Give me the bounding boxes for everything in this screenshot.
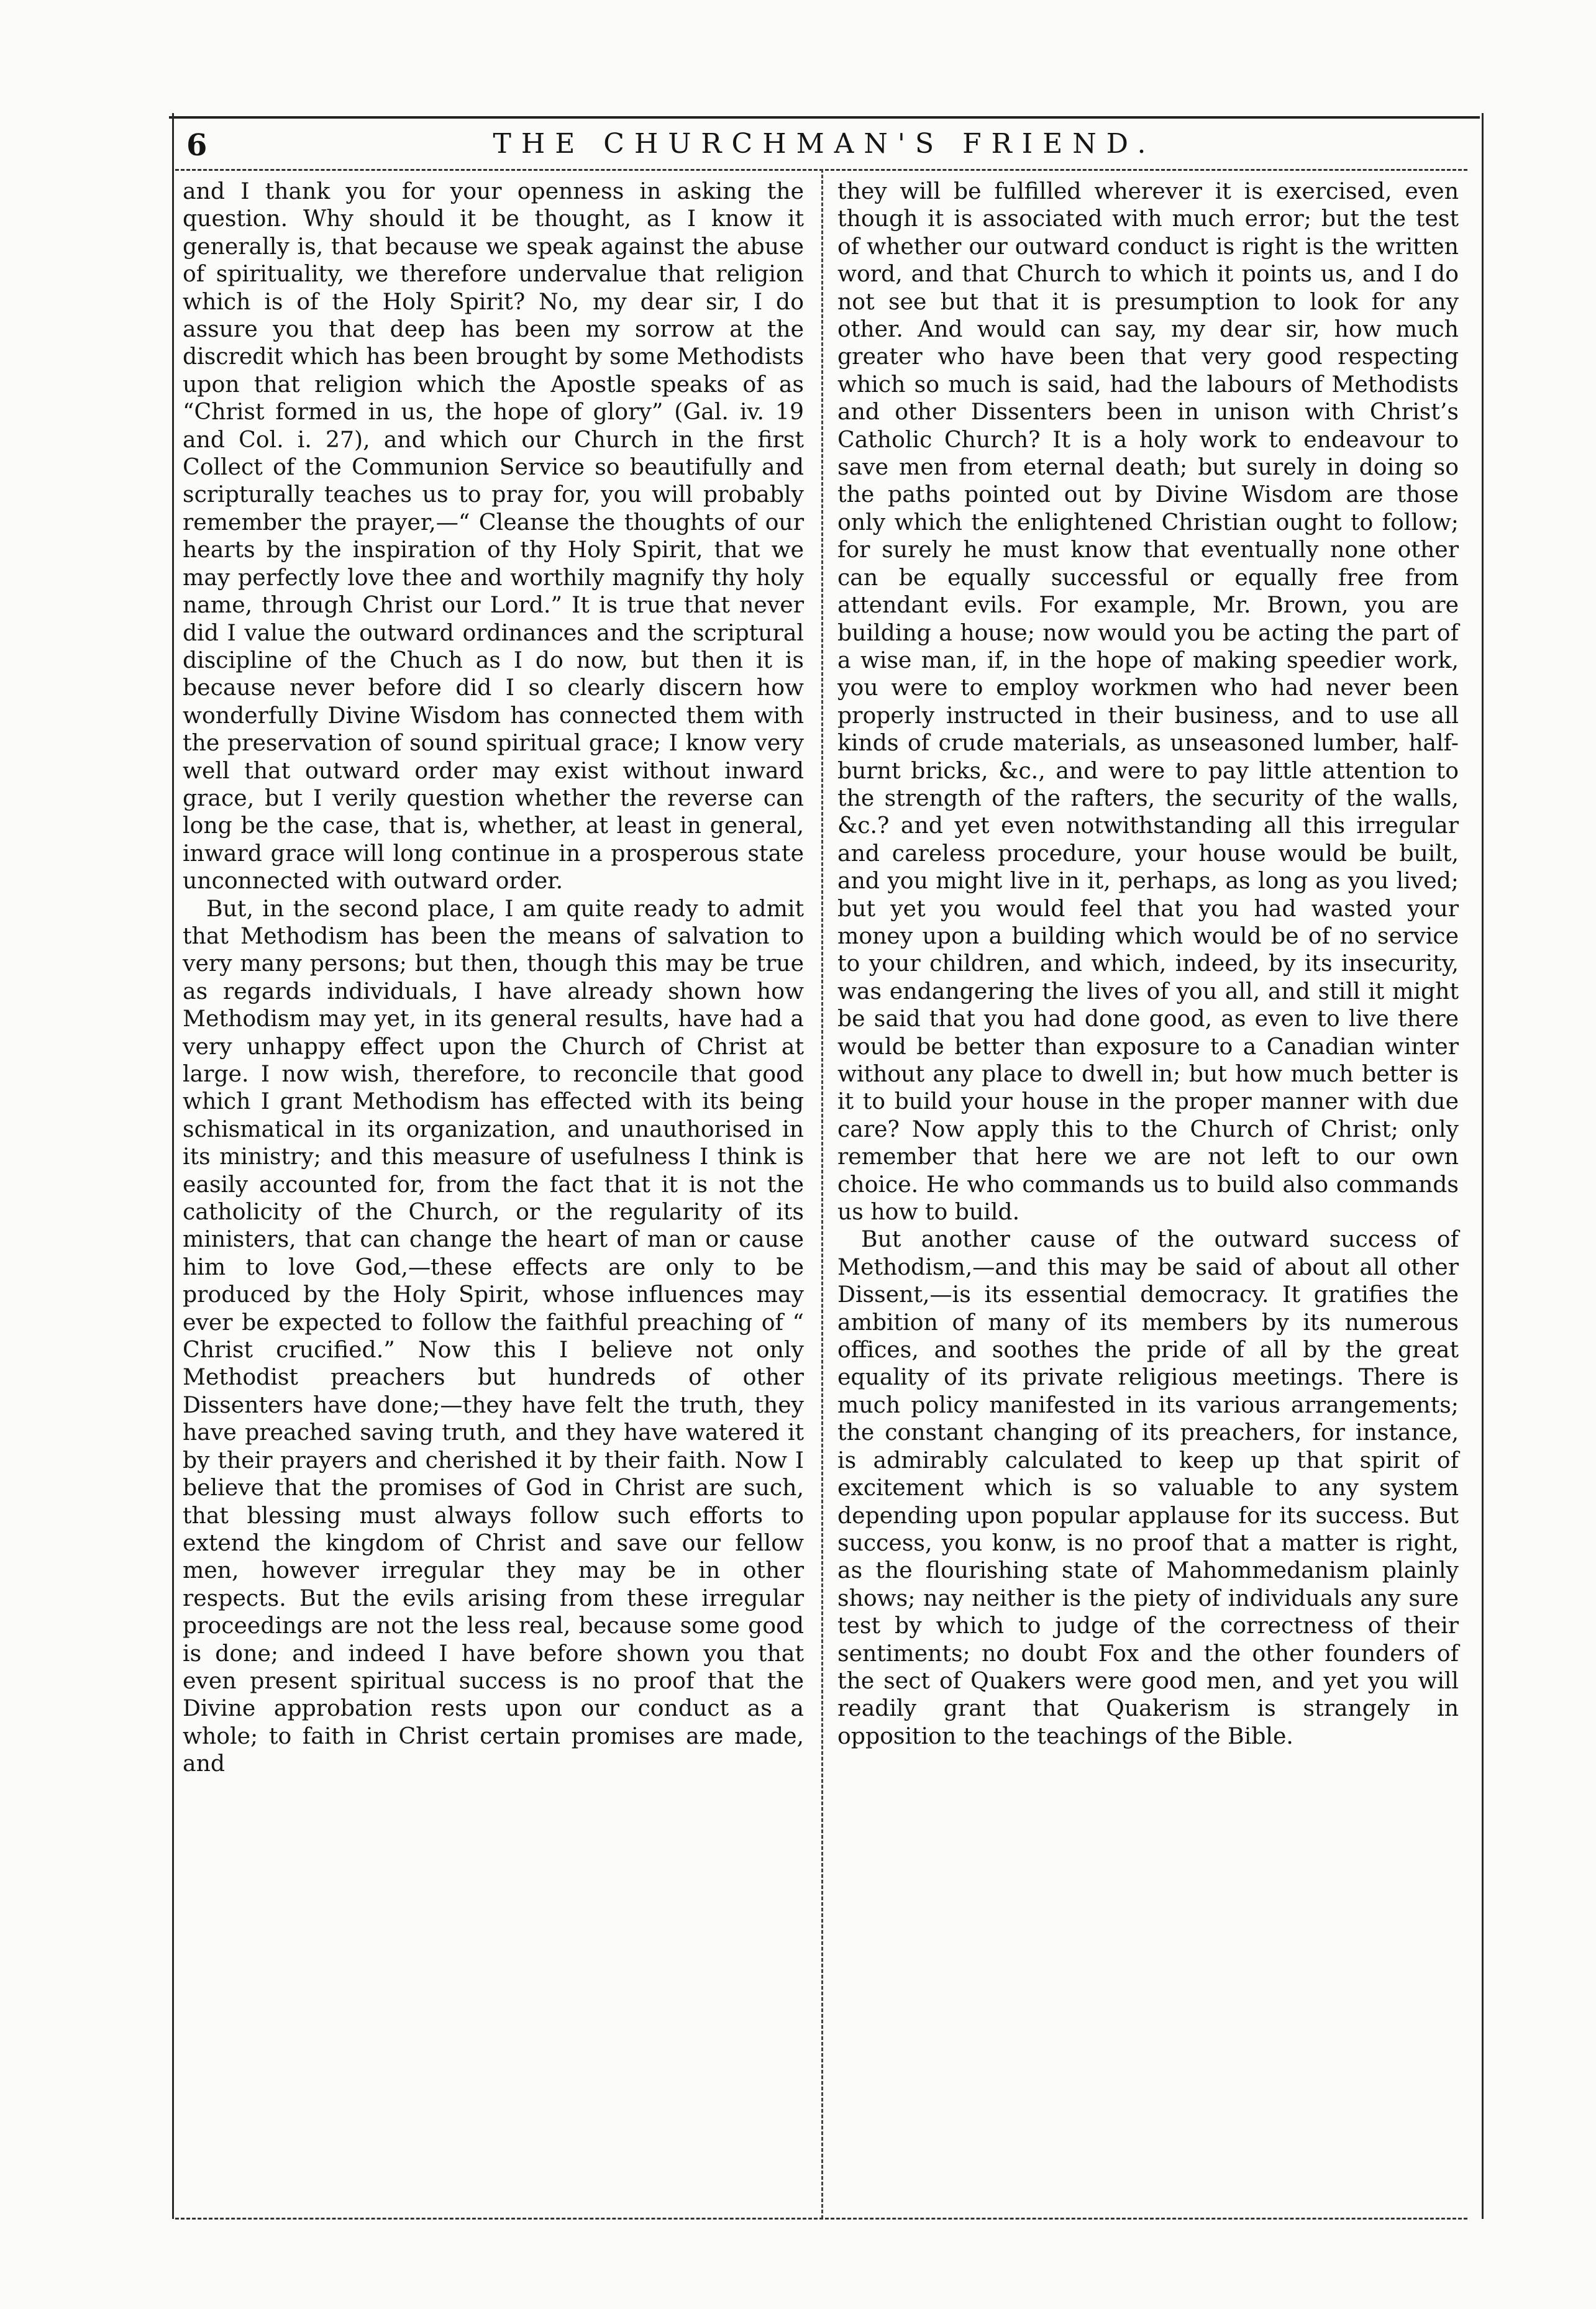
right-border — [1482, 113, 1484, 2219]
column-left — [183, 178, 804, 1778]
paragraph: and I thank you for your openness in asking the question. Why should it be thought, as I know it generally is, that because we speak against the abuse of spirituality, we therefore undervalue that religion which is of the Holy Spirit? No, my dear sir, I do assure you that deep has been my sorrow at the discredit which has been brought by some Methodists upon that religion which the Apostle speaks of as “Christ formed in us, the hope of glory” (Gal. iv. 19 and Col. i. 27), and which our Church in the first Collect of the Communion Service so beautifully and scripturally teaches us to pray for, you will probably remember the prayer,—“ Cleanse the thoughts of our hearts by the inspiration of thy Holy Spirit, that we may perfectly love thee and worthily magnify thy holy name, through Christ our Lord.” It is true that never did I value the outward ordinances and the scriptural discipline of the Chuch as I do now, but then it is because never before did I so clearly discern how wonderfully Divine Wisdom has connected them with the preservation of sound spiritual grace; I know very well that outward order may exist without inward grace, but I verily question whether the reverse can long be the case, that is, whether, at least in general, inward grace will long continue in a prosperous state unconnected with outward order. — [183, 178, 804, 895]
newspaper-page — [169, 101, 1474, 2225]
paragraph: But another cause of the outward success of Methodism,—and this may be said of about all other Dissent,—is its essential democracy. It gratifies the ambition of many of its members by its numerous offices, and soothes the pride of all by the great equality of its private religious meetings. There is much policy manifested in its various arrangements; the constant changing of its preachers, for instance, is admirably calculated to keep up that spirit of excitement which is so valuable to any system depending upon popular applause for its success. But success, you konw, is no proof that a matter is right, as the flourishing state of Mahommedanism plainly shows; nay neither is the piety of individuals any sure test by which to judge of the correctness of their sentiments; no doubt Fox and the other founders of the sect of Quakers were good men, and yet you will readily grant that Quakerism is strangely in opposition to the teachings of the Bible. — [837, 1226, 1459, 1749]
paragraph: But, in the second place, I am quite ready to admit that Methodism has been the means of salvation to very many persons; but then, though this may be true as regards individuals, I have already shown how Methodism may yet, in its general results, have had a very unhappy effect upon the Church of Christ at large. I now wish, therefore, to reconcile that good which I grant Methodism has effected with its being schismatical in its organization, and unauthorised in its ministry; and this measure of usefulness I think is easily accounted for, from the fact that it is not the catholicity of the Church, or the regularity of its ministers, that can change the heart of man or cause him to love God,—these effects are only to be produced by the Holy Spirit, whose influences may ever be expected to follow the faithful preaching of “ Christ crucified.” Now this I believe not only Methodist preachers but hundreds of other Dissenters have done;—they have felt the truth, they have preached saving truth, and they have watered it by their prayers and cherished it by their faith. Now I believe that the promises of God in Christ are such, that blessing must always follow such efforts to extend the kingdom of Christ and save our fellow men, however irregular they may be in other respects. But the evils arising from these irregular proceedings are not the less real, because some good is done; and indeed I have before shown you that even present spiritual success is no proof that the Divine approbation rests upon our conduct as a whole; to faith in Christ certain promises are made, and — [183, 895, 804, 1777]
running-head — [169, 124, 1480, 168]
bottom-rule — [175, 2218, 1467, 2220]
column-divider — [821, 169, 823, 2219]
page-number: 6 — [186, 128, 207, 163]
top-rule — [169, 116, 1480, 119]
journal-title: THE CHURCHMAN'S FRIEND. — [493, 128, 1156, 160]
left-border — [172, 113, 174, 2219]
paragraph: they will be fulfilled wherever it is exercised, even though it is associated with much error; but the test of whether our outward conduct is right is the written word, and that Church to which it points us, and I do not see but that it is presumption to look for any other. And would can say, my dear sir, how much greater who have been that very good respecting which so much is said, had the labours of Methodists and other Dissenters been in unison with Christ’s Catholic Church? It is a holy work to endeavour to save men from eternal death; but surely in doing so the paths pointed out by Divine Wisdom are those only which the enlightened Christian ought to follow; for surely he must know that eventually none other can be equally successful or equally free from attendant evils. For example, Mr. Brown, you are building a house; now would you be acting the part of a wise man, if, in the hope of making speedier work, you were to employ workmen who had never been properly instructed in their business, and to use all kinds of crude materials, as unseasoned lumber, half-burnt bricks, &c., and were to pay little attention to the strength of the rafters, the security of the walls, &c.? and yet even notwithstanding all this irregular and careless procedure, your house would be built, and you might live in it, perhaps, as long as you lived; but yet you would feel that you had wasted your money upon a building which would be of no service to your children, and which, indeed, by its insecurity, was endangering the lives of you all, and still it might be said that you had done good, as even to live there would be better than exposure to a Canadian winter without any place to dwell in; but how much better is it to build your house in the proper manner with due care? Now apply this to the Church of Christ; only remember that here we are not left to our own choice. He who commands us to build also commands us how to build. — [837, 178, 1459, 1226]
column-right — [837, 178, 1459, 1750]
